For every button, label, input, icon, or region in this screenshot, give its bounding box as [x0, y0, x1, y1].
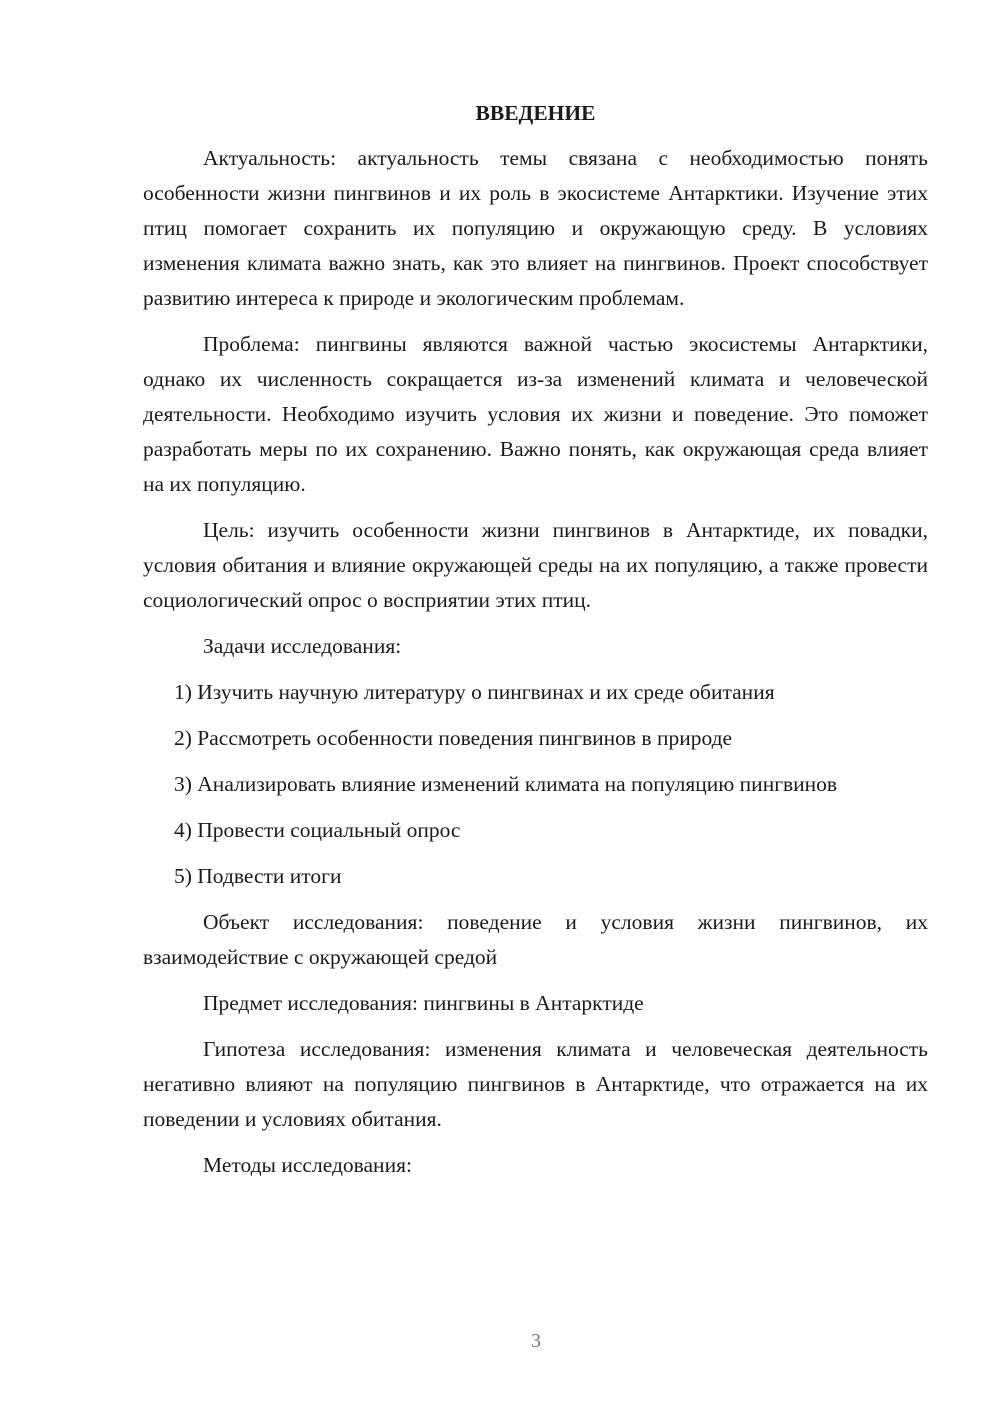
document-page: [143, 96, 928, 1194]
task-item-4: 4) Провести социальный опрос: [174, 818, 461, 842]
tasks-heading: Задачи исследования:: [203, 634, 402, 658]
goal-paragraph: Цель: изучить особенности жизни пингвинов в Антарктиде, их повадки, условия обитания и влияние окружающей среды на их популяцию, а также провести социологический опрос о восприятии этих птиц.: [143, 518, 928, 612]
task-item-2: 2) Рассмотреть особенности поведения пингвинов в природе: [174, 726, 733, 750]
task-item-3: 3) Анализировать влияние изменений климата на популяцию пингвинов: [174, 772, 838, 796]
relevance-paragraph: Актуальность: актуальность темы связана с необходимостью понять особенности жизни пингвинов и их роль в экосистеме Антарктики. Изучение этих птиц помогает сохранить их популяцию и окружающую среду. В условиях изменения климата важно знать, как это влияет на пингвинов. Проект способствует развитию интереса к природе и экологическим проблемам.: [143, 146, 928, 310]
object-paragraph: Объект исследования: поведение и условия жизни пингвинов, их взаимодействие с окружающей средой: [143, 910, 928, 969]
task-item-1: 1) Изучить научную литературу о пингвинах и их среде обитания: [174, 680, 775, 704]
section-title: ВВЕДЕНИЕ: [475, 101, 596, 125]
problem-paragraph: Проблема: пингвины являются важной частью экосистемы Антарктики, однако их численность сокращается из-за изменений климата и человеческой деятельности. Необходимо изучить условия их жизни и поведение. Это поможет разработать меры по их сохранению. Важно понять, как окружающая среда влияет на их популяцию.: [143, 332, 928, 496]
subject-paragraph: Предмет исследования: пингвины в Антарктиде: [203, 991, 644, 1015]
methods-heading: Методы исследования:: [203, 1153, 412, 1177]
task-item-5: 5) Подвести итоги: [174, 864, 342, 888]
hypothesis-paragraph: Гипотеза исследования: изменения климата и человеческая деятельность негативно влияют на популяцию пингвинов в Антарктиде, что отражается на их поведении и условиях обитания.: [143, 1037, 928, 1131]
page-number: 3: [531, 1330, 541, 1352]
